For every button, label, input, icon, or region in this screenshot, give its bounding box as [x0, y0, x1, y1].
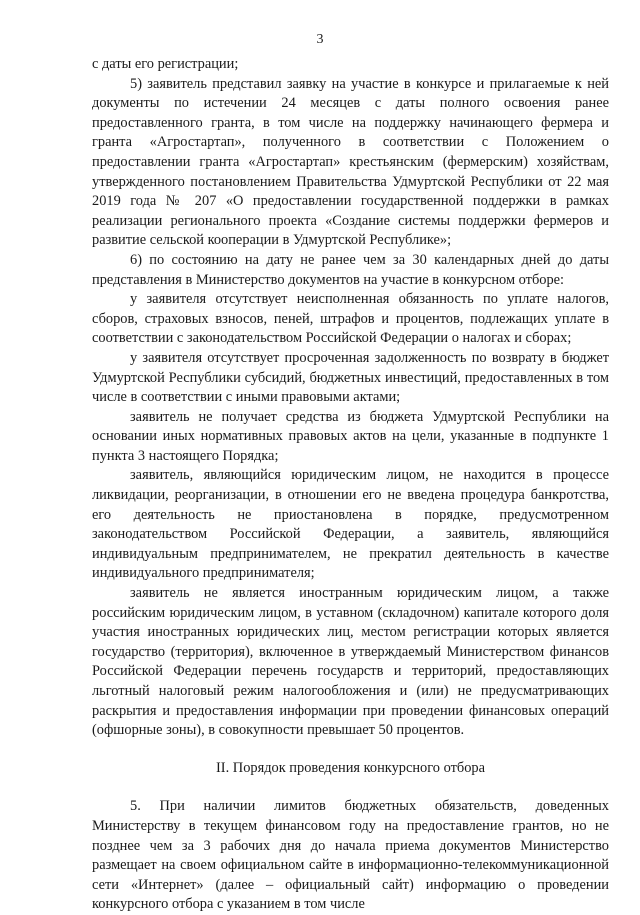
paragraph-continuation: с даты его регистрации;	[92, 56, 239, 72]
page-number: 3	[316, 32, 324, 47]
document-body	[92, 55, 609, 915]
paragraph-item-6: 6) по состоянию на дату не ранее чем за 30 календарных дней до даты представления в Министерство документов на участие в конкурсном отборе:	[92, 251, 609, 288]
paragraph-budget-funds: заявитель не получает средства из бюджета Удмуртской Республики на основании иных нормативных правовых актов на цели, указанные в подпункте 1 пункта 3 настоящего Порядка;	[92, 408, 609, 464]
paragraph-item-5: 5) заявитель представил заявку на участие в конкурсе и прилагаемые к ней документы по истечении 24 месяцев с даты полного освоения ранее предоставленного гранта, в том числе на поддержку начинающего фермера и гранта «Агростартап», полученного в соответствии с Положением о предоставлении гранта «Агростартап» крестьянским (фермерским) хозяйствам, утвержденного постановлением Правительства Удмуртской Республики от 22 мая 2019 года № 207 «О предоставлении государственной поддержки в рамках реализации регионального проекта «Создание системы поддержки фермеров и развитие сельской кооперации в Удмуртской Республике»;	[92, 75, 609, 249]
section-heading: II. Порядок проведения конкурсного отбора	[216, 759, 485, 776]
paragraph-debt: у заявителя отсутствует просроченная задолженность по возврату в бюджет Удмуртской Республики субсидий, бюджетных инвестиций, предоставленных в том числе в соответствии с иными правовыми актами;	[92, 349, 609, 406]
paragraph-taxes: у заявителя отсутствует неисполненная обязанность по уплате налогов, сборов, страховых взносов, пеней, штрафов и процентов, подлежащих уплате в соответствии с законодательством Российской Федерации о налогах и сборах;	[92, 291, 609, 347]
paragraph-item-5-procedure: 5. При наличии лимитов бюджетных обязательств, доведенных Министерству в текущем финансовом году на предоставление грантов, но не позднее чем за 3 рабочих дня до начала приема документов Министерство размещает на своем официальном сайте в информационно-телекоммуникационной сети «Интернет» (далее – официальный сайт) информацию о проведении конкурсного отбора с указанием в том числе	[92, 798, 609, 913]
paragraph-liquidation: заявитель, являющийся юридическим лицом, не находится в процессе ликвидации, реорганизации, в отношении его не введена процедура банкротства, его деятельность не приостановлена в порядке, предусмотренном законодательством Российской Федерации, а заявитель, являющийся индивидуальным предпринимателем, не прекратил деятельность в качестве индивидуального предпринимателя;	[92, 467, 609, 582]
paragraph-foreign-entity: заявитель не является иностранным юридическим лицом, а также российским юридическим лицом, в уставном (складочном) капитале которого доля участия иностранных юридических лиц, местом регистрации которых является государство (территория), включенное в утверждаемый Министерством финансов Российской Федерации перечень государств и территорий, предоставляющих льготный налоговый режим налогообложения и (или) не предусматривающих раскрытия и предоставления информации при проведении финансовых операций (офшорные зоны), в совокупности превышает 50 процентов.	[92, 585, 609, 739]
